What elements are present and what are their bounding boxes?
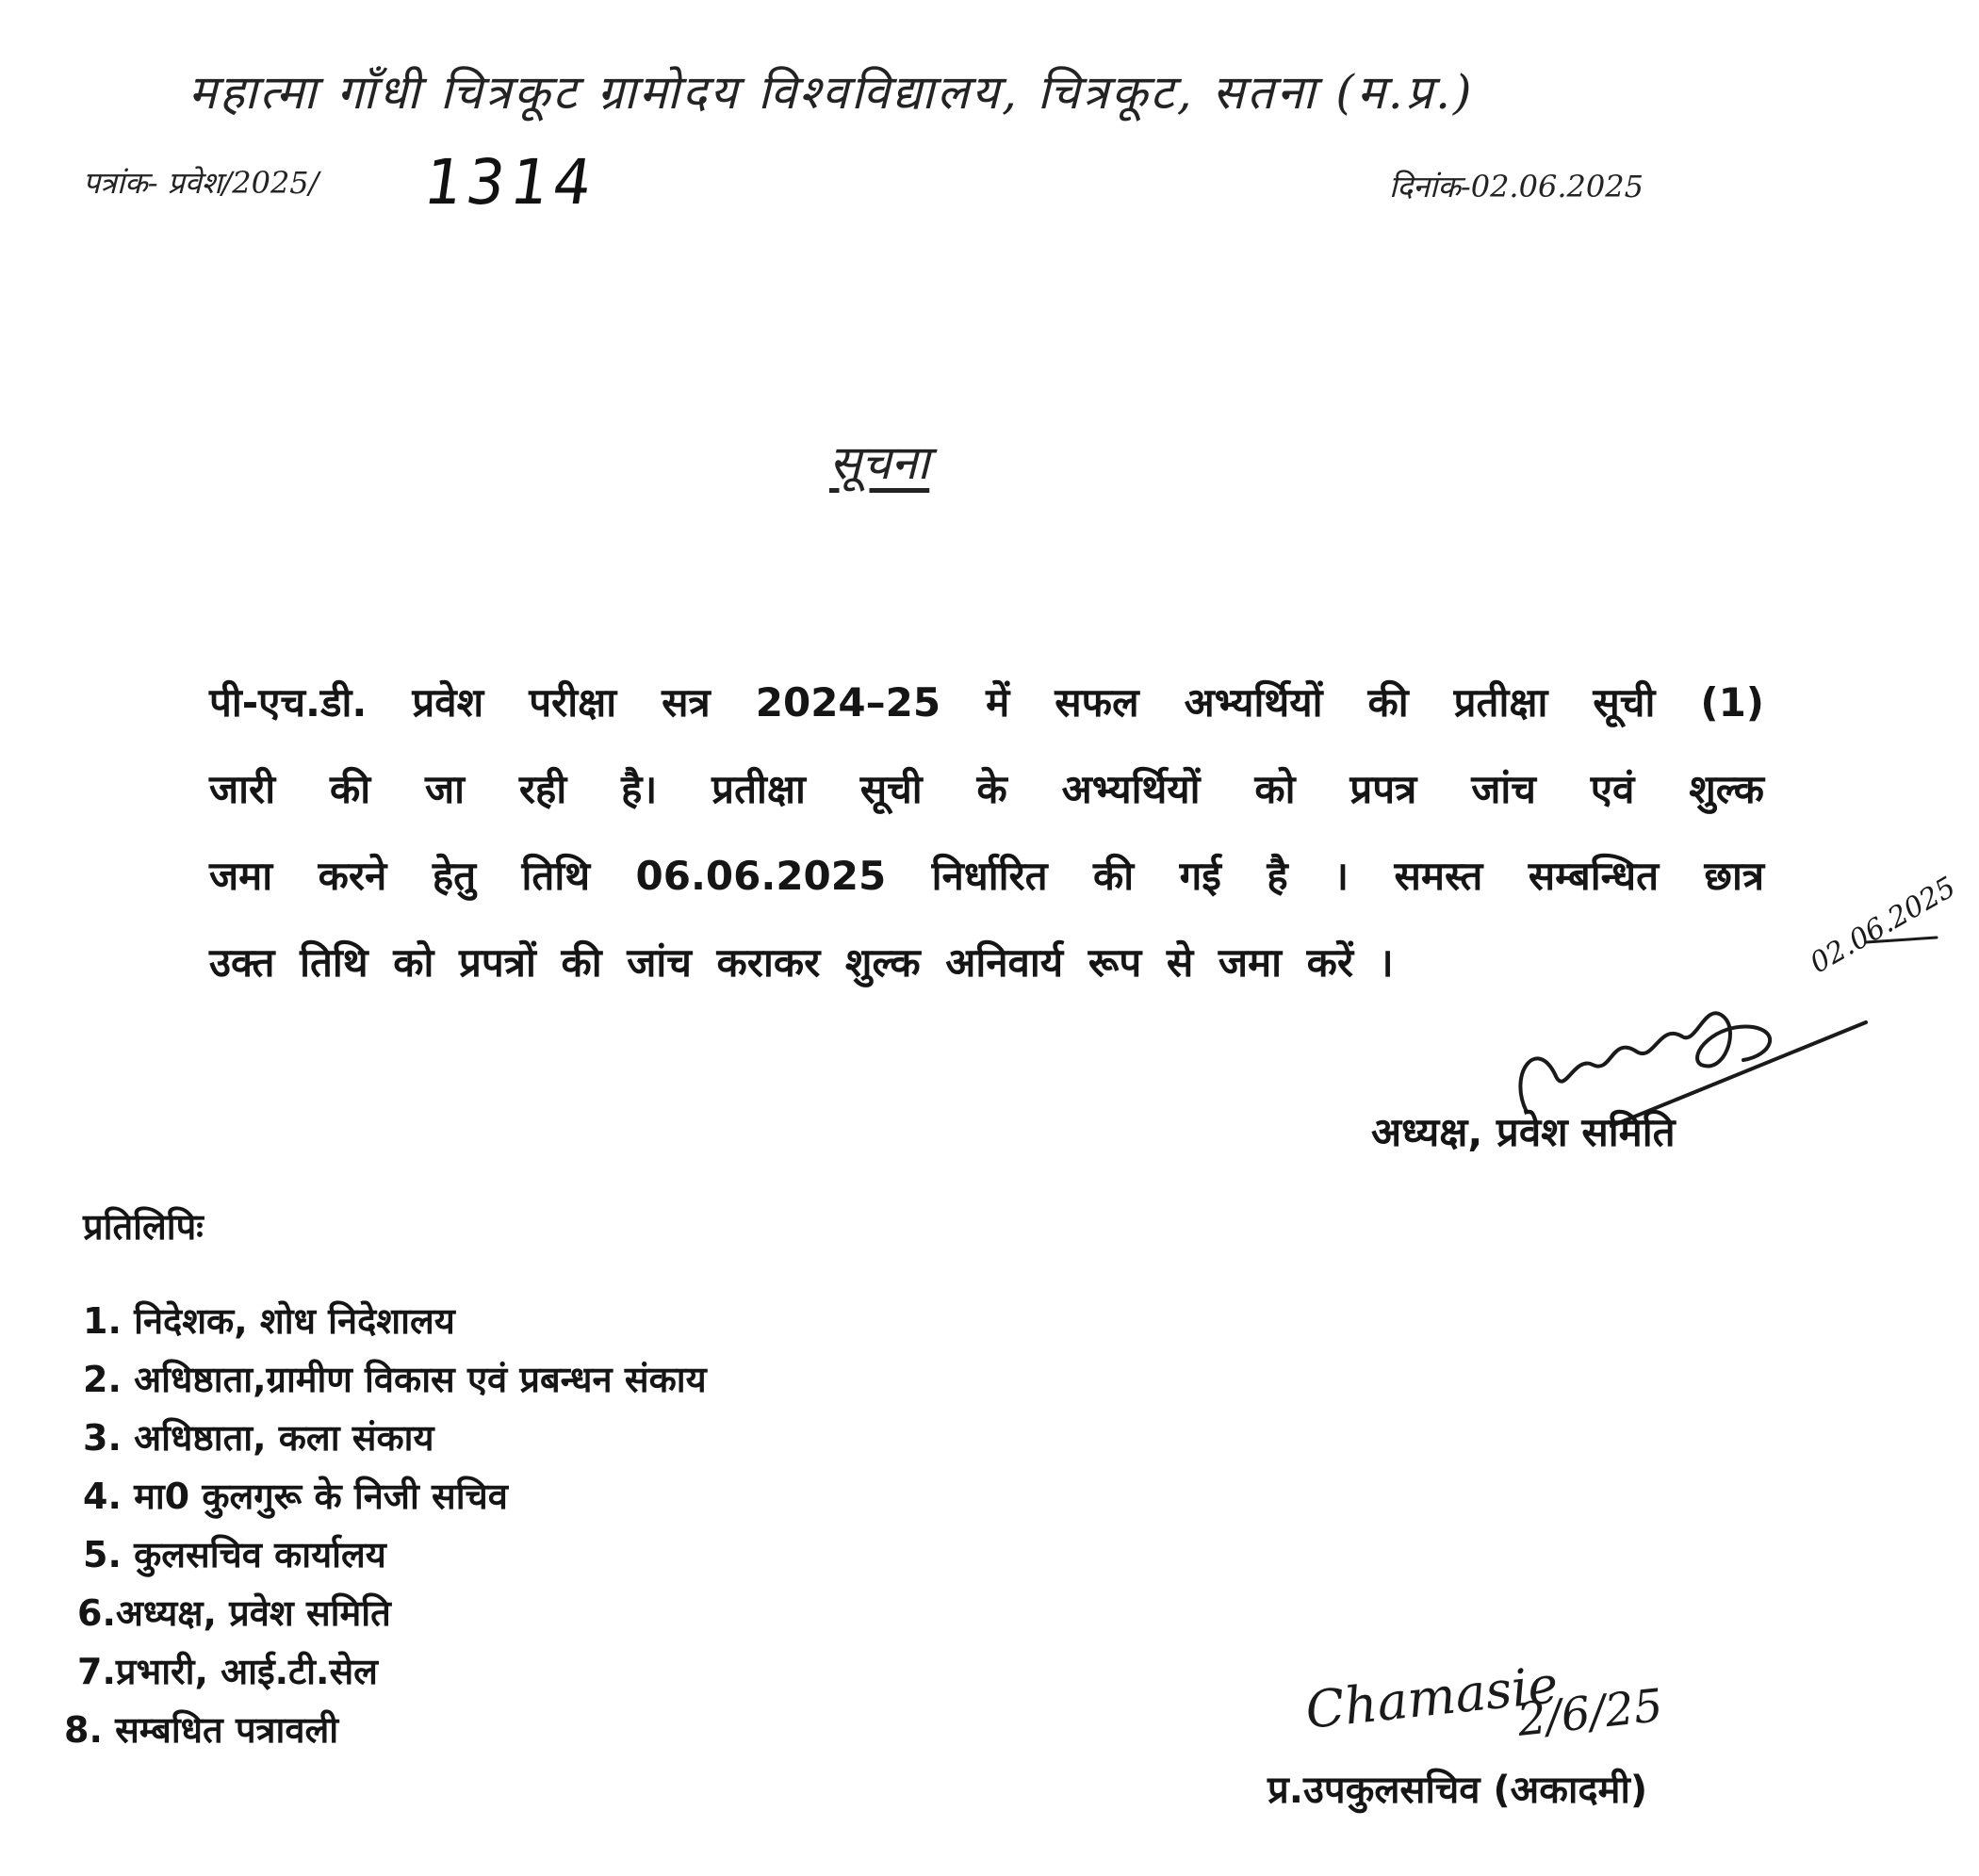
chairman-designation: अध्यक्ष, प्रवेश समिति [1371,1109,1676,1155]
notice-line: जमा करने हेतु तिथि 06.06.2025 निर्धारित की गई है । समस्त सम्बन्धित छात्र [209,853,1765,899]
reference-number: 1314 [418,146,602,219]
copy-to-item: 7.प्रभारी, आई.टी.सेल [77,1651,378,1692]
copy-to-item: 2. अधिष्ठाता,ग्रामीण विकास एवं प्रबन्धन संकाय [83,1359,707,1400]
copy-to-item: 6.अध्यक्ष, प्रवेश समिति [77,1592,391,1634]
notice-line: जारी की जा रही है। प्रतीक्षा सूची के अभ्यर्थियों को प्रपत्र जांच एवं शुल्क [209,766,1764,812]
university-name: महात्मा गाँधी चित्रकूट ग्रामोदय विश्वविद्यालय, चित्रकूट, सतना (म.प्र.) [188,65,1475,120]
deputy-registrar-signature-date: 2/6/25 [1514,1679,1666,1747]
deputy-registrar-signature: Chamasie [1302,1655,1562,1740]
copy-to-item: 3. अधिष्ठाता, कला संकाय [83,1417,434,1459]
deputy-registrar-designation: प्र.उपकुलसचिव (अकादमी) [1268,1769,1648,1812]
copy-to-item: 4. मा0 कुलगुरू के निजी सचिव [83,1476,508,1517]
copy-to-item: 5. कुलसचिव कार्यालय [83,1534,386,1575]
notice-line: उक्त तिथि को प्रपत्रों की जांच कराकर शुल्क अनिवार्य रूप से जमा करें । [209,939,1394,986]
copy-to-item: 1. निदेशक, शोध निदेशालय [83,1300,455,1342]
reference-label: पत्रांक- प्रवेश/2025/ [83,165,319,201]
chairman-signature-date: 02.06.2025 [1805,871,1962,981]
notice-line: पी-एच.डी. प्रवेश परीक्षा सत्र 2024–25 में सफल अभ्यर्थियों की प्रतीक्षा सूची (1) [209,679,1764,726]
copy-to-item: 8. सम्बधित पत्रावली [64,1709,339,1751]
notice-title: सूचना [829,435,930,490]
letter-date: दिनांक-02.06.2025 [1389,169,1644,204]
copy-to-label: प्रतिलिपिः [83,1206,204,1248]
